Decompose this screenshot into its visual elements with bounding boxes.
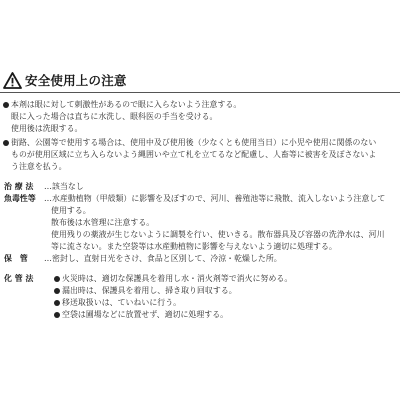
handling-item-4: 空袋は圃場などに放置せず、適切に処理する。	[62, 310, 229, 319]
safety-item-2-line-1: 街路、公園等で使用する場合は、使用中及び使用後（少なくとも使用当日）に小児や使用に関係のない	[11, 138, 377, 147]
fish-toxicity-label: 魚毒性等	[4, 194, 36, 203]
fish-toxicity-line-3: 散布後は水管理に注意する。	[51, 218, 155, 227]
handling-item-1: 火災時は、適切な保護具を着用し水・消火剤等で消火に努める。	[62, 274, 293, 283]
bullet-icon	[54, 288, 60, 294]
antidote-label: 治 療 法	[4, 182, 34, 191]
handling-label: 化 管 法	[4, 274, 34, 283]
handling-item-2: 漏出時は、保護具を着用し、掃き取り回収する。	[62, 286, 237, 295]
safety-title: 安全使用上の注意	[25, 73, 127, 88]
header-divider	[0, 92, 400, 93]
bullet-icon	[3, 140, 9, 146]
safety-item-1-line-1: 本剤は眼に対して刺激性があるので眼に入らないよう注意する。	[11, 100, 242, 109]
safety-item-1-line-2: 眼に入った場合は直ちに水洗し、眼科医の手当を受ける。	[11, 112, 218, 121]
fish-toxicity-line-1: …水産動植物（甲殻類）に影響を及ぼすので、河川、養殖池等に飛散、流入しないよう注意して	[44, 194, 386, 203]
fish-toxicity-line-4: 使用残りの薬液が生じないように調製を行い、使いきる。散布器具及び容器の洗浄水は、河川	[51, 230, 385, 239]
safety-item-2-line-3: う注意を払う。	[11, 162, 67, 171]
bullet-icon	[54, 276, 60, 282]
handling-item-3: 移送取扱いは、ていねいに行う。	[62, 298, 182, 307]
bullet-icon	[54, 312, 60, 318]
bullet-icon	[3, 102, 9, 108]
storage-label: 保 管	[4, 254, 28, 263]
warning-triangle-icon	[3, 72, 22, 89]
bullet-icon	[54, 300, 60, 306]
antidote-text: …該当なし	[44, 182, 84, 191]
fish-toxicity-line-5: 等に流さない。また空袋等は水産動植物に影響を与えないよう適切に処理する。	[51, 242, 337, 251]
safety-header	[3, 70, 127, 90]
storage-text: …密封し、直射日光をさけ、食品と区別して、冷涼・乾燥した所。	[44, 254, 282, 263]
safety-item-2-line-2: ものが使用区域に立ち入らないよう縄囲いや立て札を立てるなど配慮し、人畜等に被害を及ぼさないよ	[11, 150, 377, 159]
fish-toxicity-line-2: 使用する。	[51, 206, 91, 215]
safety-item-1-line-3: 使用後は洗眼する。	[11, 124, 83, 133]
